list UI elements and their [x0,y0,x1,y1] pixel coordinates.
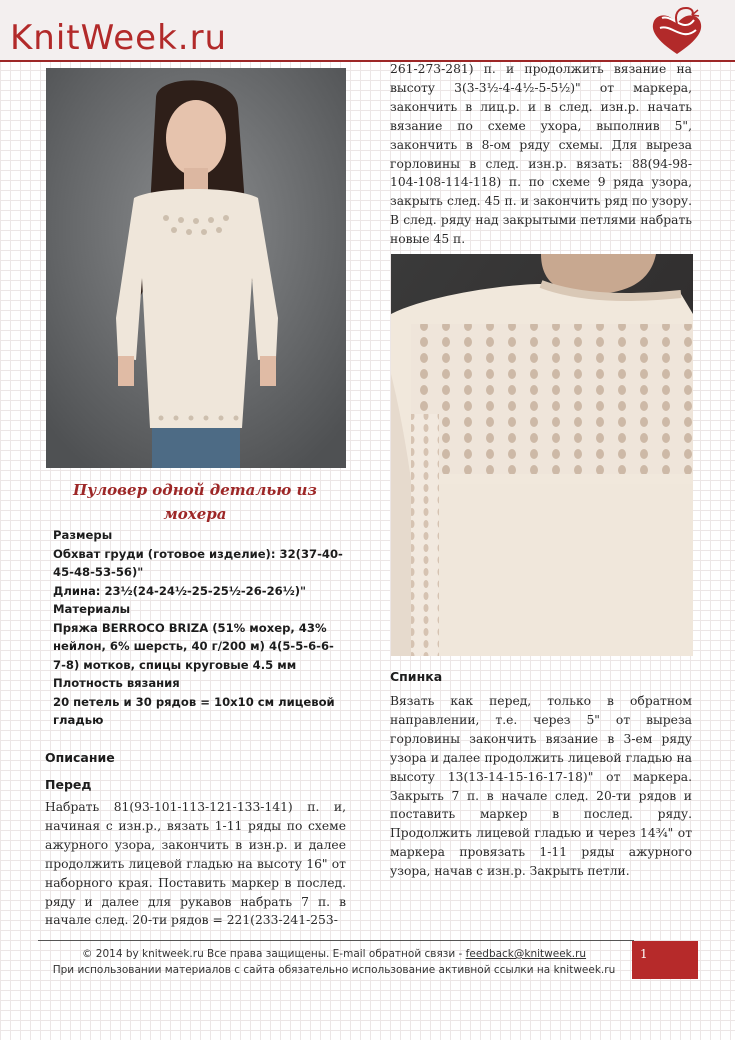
sweater-model-photo [46,68,346,468]
back-text: Вязать как перед, только в обратном направлении, т.е. через 5" от выреза горловины закончить вязание в 3-ем ряду узора и далее продолжить лицевой гладью на высоту 13(13-14-15-16-17-18)" от маркера. Закрыть 7 п. в начале след. 20-ти рядов и поставить маркер в послед. ряду. Продолжить лицевой гладью и через 14¾" от маркера провязать 1-11 ряды ажурного узора, начав с изн.р. Закрыть петли. [390,694,692,879]
article-title [60,478,330,526]
footer-usage-note: При использовании материалов с сайта обязательно использование активной ссылки на knitweek.ru [52,964,616,976]
title-line-1: Пуловер одной деталью из [73,481,317,499]
sweater-detail-photo [391,254,693,656]
heart-yarn-icon [648,4,706,58]
gauge-heading: Плотность вязания [53,676,180,690]
feedback-email-link[interactable]: feedback@knitweek.ru [465,948,587,960]
page-header [0,0,735,62]
footer-divider [38,940,634,941]
yarn-info: Пряжа BERROCO BRIZA (51% мохер, 43% нейлон, 6% шерсть, 40 г/200 м) 4(5-5-6-6- 7-8) мотков, спицы круговые 4.5 мм [53,620,334,672]
site-logo-text[interactable]: KnitWeek.ru [10,18,228,58]
page-number: 1 [632,941,698,979]
gauge-info: 20 петель и 30 рядов = 10х10 см лицевой гладью [53,694,335,727]
page-footer [38,946,630,978]
footer-copyright-text: © 2014 by knitweek.ru Все права защищены. E-mail обратной связи - [81,948,463,960]
length-size: Длина: 23½(24-24½-25-25½-26-26½)" [53,583,307,598]
title-line-2: мохера [163,505,227,523]
front-text-continued: 261-273-281) п. и продолжить вязание на высоту 3(3-3½-4-4½-5-5½)" от маркера, закончить в лиц.р. и в след. изн.р. начать вязание по схеме ухора, выполнив 5", закончить в 8-ом ряду схемы. Для выреза горловины в след. изн.р. вязать: 88(94-98-104-108-114-118) п. по схеме 9 ряда узора, закрыть след. 45 п. и закончить ряд по узору. В след. ряду над закрытыми петлями набрать новые 45 п. [390,62,692,247]
bust-size: Обхват груди (готовое изделие): 32(37-40- 45-48-53-56)" [53,546,343,579]
materials-heading: Материалы [53,602,131,616]
front-text: Набрать 81(93-101-113-121-133-141) п. и, начиная с изн.р., вязать 1-11 ряды по схеме ажурного узора, закончить в изн.р. и далее продолжить лицевой гладью на высоту 16" от наборного края. Поставить маркер в послед. ряду и далее для рукавов набрать 7 п. в начале след. 20-ти рядов = 221(233-241-253- [45,800,346,928]
sizes-heading: Размеры [53,528,113,542]
description-heading: Описание [45,750,115,765]
back-heading: Спинка [390,669,443,684]
footer-copyright [38,946,630,962]
front-heading: Перед [45,777,92,792]
specs-block [53,526,345,730]
